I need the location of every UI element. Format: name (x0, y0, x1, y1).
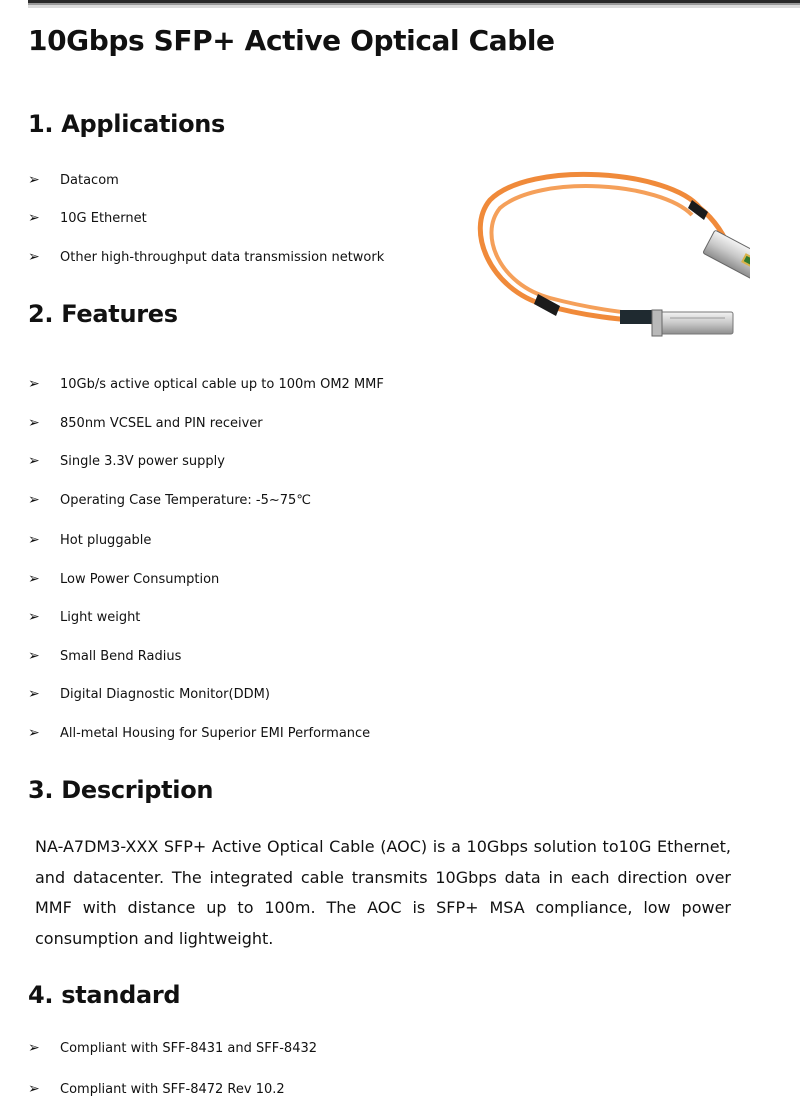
arrow-bullet-icon: ➢ (28, 249, 40, 265)
arrow-bullet-icon: ➢ (28, 648, 40, 664)
standard-heading: 4. standard (28, 981, 181, 1009)
arrow-bullet-icon: ➢ (28, 1081, 40, 1097)
arrow-bullet-icon: ➢ (28, 571, 40, 587)
arrow-bullet-icon: ➢ (28, 609, 40, 625)
arrow-bullet-icon: ➢ (28, 172, 40, 188)
applications-heading: 1. Applications (28, 110, 226, 138)
page-title: 10Gbps SFP+ Active Optical Cable (28, 24, 555, 57)
top-rule (28, 0, 800, 8)
arrow-bullet-icon: ➢ (28, 415, 40, 431)
arrow-bullet-icon: ➢ (28, 492, 40, 508)
arrow-bullet-icon: ➢ (28, 686, 40, 702)
arrow-bullet-icon: ➢ (28, 532, 40, 548)
arrow-bullet-icon: ➢ (28, 376, 40, 392)
description-paragraph: NA-A7DM3-XXX SFP+ Active Optical Cable (AOC) is a 10Gbps solution to10G Ethernet, and datacenter. The integrated cable transmits 10Gbps data in each direction over MMF with distance up to 100m. The AOC is SFP+ MSA compliance, low power consumption and lightweight. (35, 837, 731, 948)
arrow-bullet-icon: ➢ (28, 210, 40, 226)
arrow-bullet-icon: ➢ (28, 725, 40, 741)
sfp-aoc-cable-image (470, 160, 750, 350)
arrow-bullet-icon: ➢ (28, 1040, 40, 1056)
features-heading: 2. Features (28, 300, 178, 328)
arrow-bullet-icon: ➢ (28, 453, 40, 469)
description-heading: 3. Description (28, 776, 214, 804)
